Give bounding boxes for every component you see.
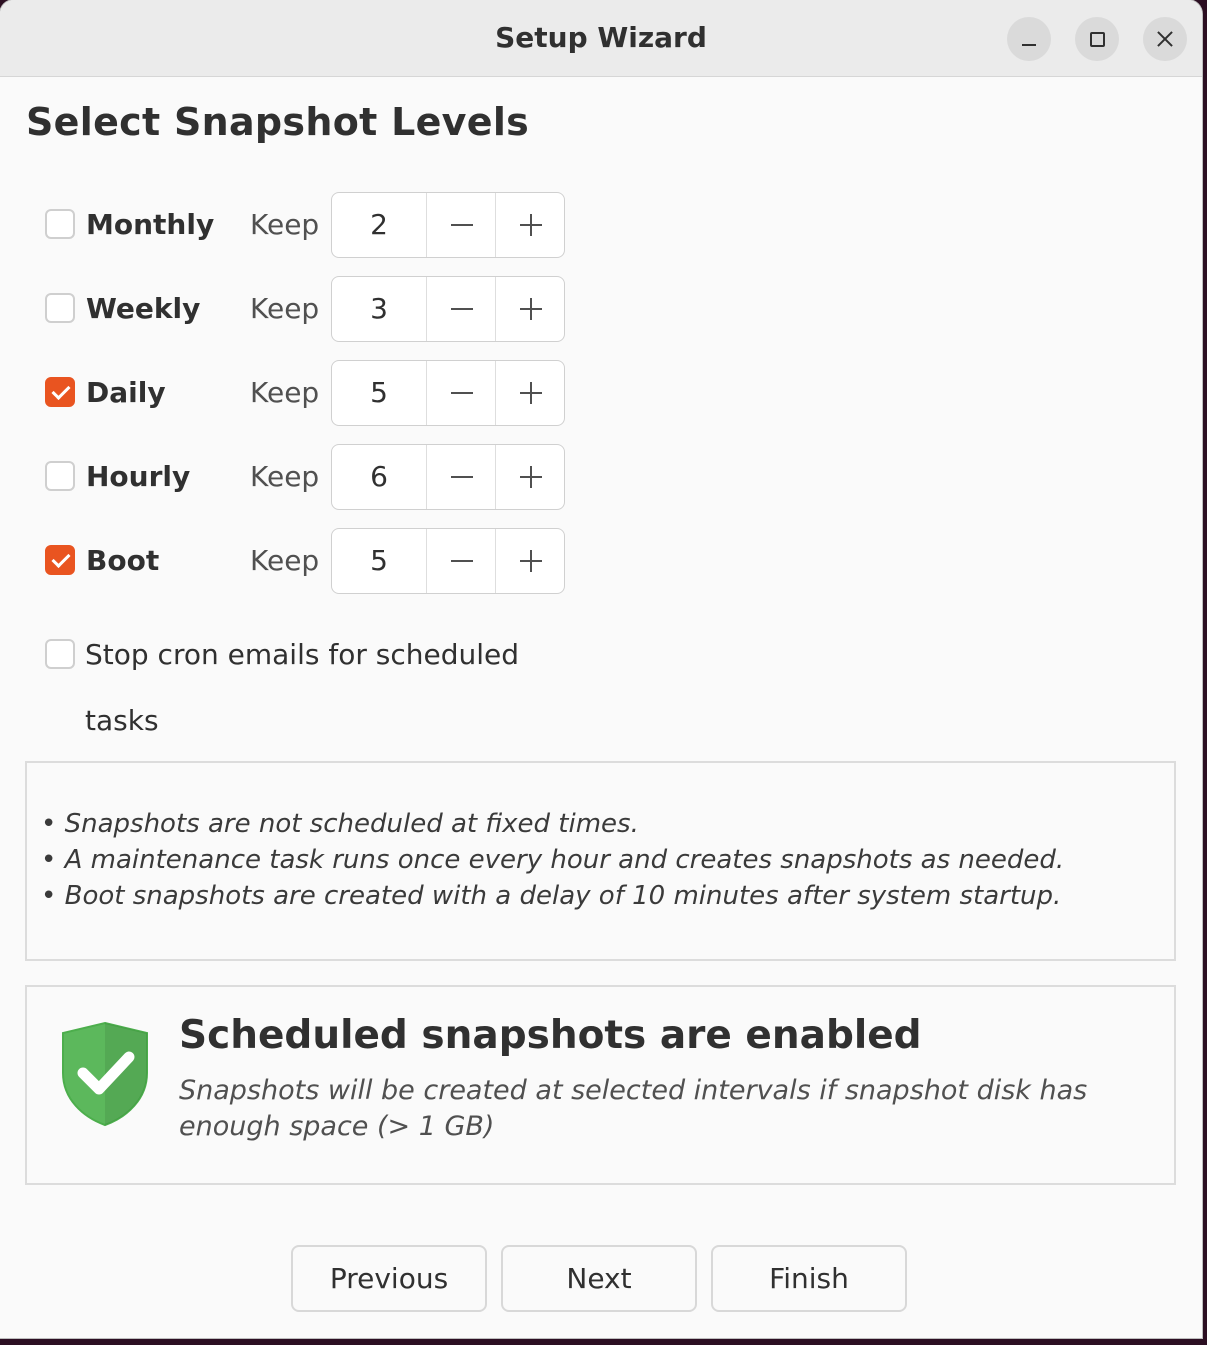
boot-checkbox[interactable] — [45, 545, 75, 575]
finish-button[interactable]: Finish — [711, 1245, 907, 1312]
window-title: Setup Wizard — [495, 21, 707, 54]
info-line: • Boot snapshots are created with a delay of 10 minutes after system startup. — [41, 881, 1062, 911]
boot-label: Boot — [86, 544, 160, 577]
minimize-button[interactable] — [1007, 17, 1051, 61]
level-row-weekly — [0, 276, 600, 342]
next-button[interactable]: Next — [501, 1245, 697, 1312]
keep-label: Keep — [250, 544, 320, 577]
increment-button[interactable] — [495, 193, 565, 257]
monthly-checkbox[interactable] — [45, 209, 75, 239]
keep-label: Keep — [250, 460, 320, 493]
page-title: Select Snapshot Levels — [26, 100, 530, 144]
decrement-button[interactable] — [426, 445, 496, 509]
status-panel — [25, 985, 1176, 1185]
info-panel — [25, 761, 1176, 961]
hourly-label: Hourly — [86, 460, 191, 493]
daily-label: Daily — [86, 376, 166, 409]
previous-button[interactable]: Previous — [291, 1245, 487, 1312]
level-row-boot — [0, 528, 600, 594]
status-description: Snapshots will be created at selected intervals if snapshot disk has enough space (> 1 GB) — [179, 1075, 1088, 1142]
monthly-keep-stepper — [331, 192, 565, 258]
level-row-monthly — [0, 192, 600, 258]
decrement-button[interactable] — [426, 277, 496, 341]
level-row-hourly — [0, 444, 600, 510]
increment-button[interactable] — [495, 277, 565, 341]
hourly-keep-value[interactable]: 6 — [370, 460, 388, 493]
keep-label: Keep — [250, 208, 320, 241]
weekly-keep-value[interactable]: 3 — [370, 292, 388, 325]
decrement-button[interactable] — [426, 193, 496, 257]
hourly-checkbox[interactable] — [45, 461, 75, 491]
daily-keep-value[interactable]: 5 — [370, 376, 388, 409]
weekly-keep-stepper — [331, 276, 565, 342]
maximize-icon — [1090, 32, 1105, 47]
daily-checkbox[interactable] — [45, 377, 75, 407]
hourly-keep-stepper — [331, 444, 565, 510]
decrement-button[interactable] — [426, 529, 496, 593]
minus-icon — [451, 476, 473, 478]
maximize-button[interactable] — [1075, 17, 1119, 61]
increment-button[interactable] — [495, 361, 565, 425]
decrement-button[interactable] — [426, 361, 496, 425]
minus-icon — [451, 308, 473, 310]
weekly-checkbox[interactable] — [45, 293, 75, 323]
shield-check-icon — [59, 1021, 151, 1127]
info-line: • A maintenance task runs once every hour and creates snapshots as needed. — [41, 845, 1065, 875]
stop-cron-emails-label: Stop cron emails for scheduled tasks — [85, 638, 519, 737]
keep-label: Keep — [250, 376, 320, 409]
info-line: • Snapshots are not scheduled at fixed times. — [41, 809, 639, 839]
title-bar — [0, 0, 1202, 77]
minus-icon — [451, 224, 473, 226]
weekly-label: Weekly — [86, 292, 201, 325]
increment-button[interactable] — [495, 529, 565, 593]
daily-keep-stepper — [331, 360, 565, 426]
monthly-keep-value[interactable]: 2 — [370, 208, 388, 241]
level-row-daily — [0, 360, 600, 426]
minimize-icon — [1022, 44, 1036, 46]
monthly-label: Monthly — [86, 208, 215, 241]
increment-button[interactable] — [495, 445, 565, 509]
keep-label: Keep — [250, 292, 320, 325]
close-button[interactable] — [1143, 17, 1187, 61]
stop-cron-emails-checkbox[interactable] — [45, 639, 75, 669]
boot-keep-stepper — [331, 528, 565, 594]
cron-row — [0, 622, 600, 737]
minus-icon — [451, 560, 473, 562]
boot-keep-value[interactable]: 5 — [370, 544, 388, 577]
status-title: Scheduled snapshots are enabled — [179, 1013, 922, 1058]
minus-icon — [451, 392, 473, 394]
